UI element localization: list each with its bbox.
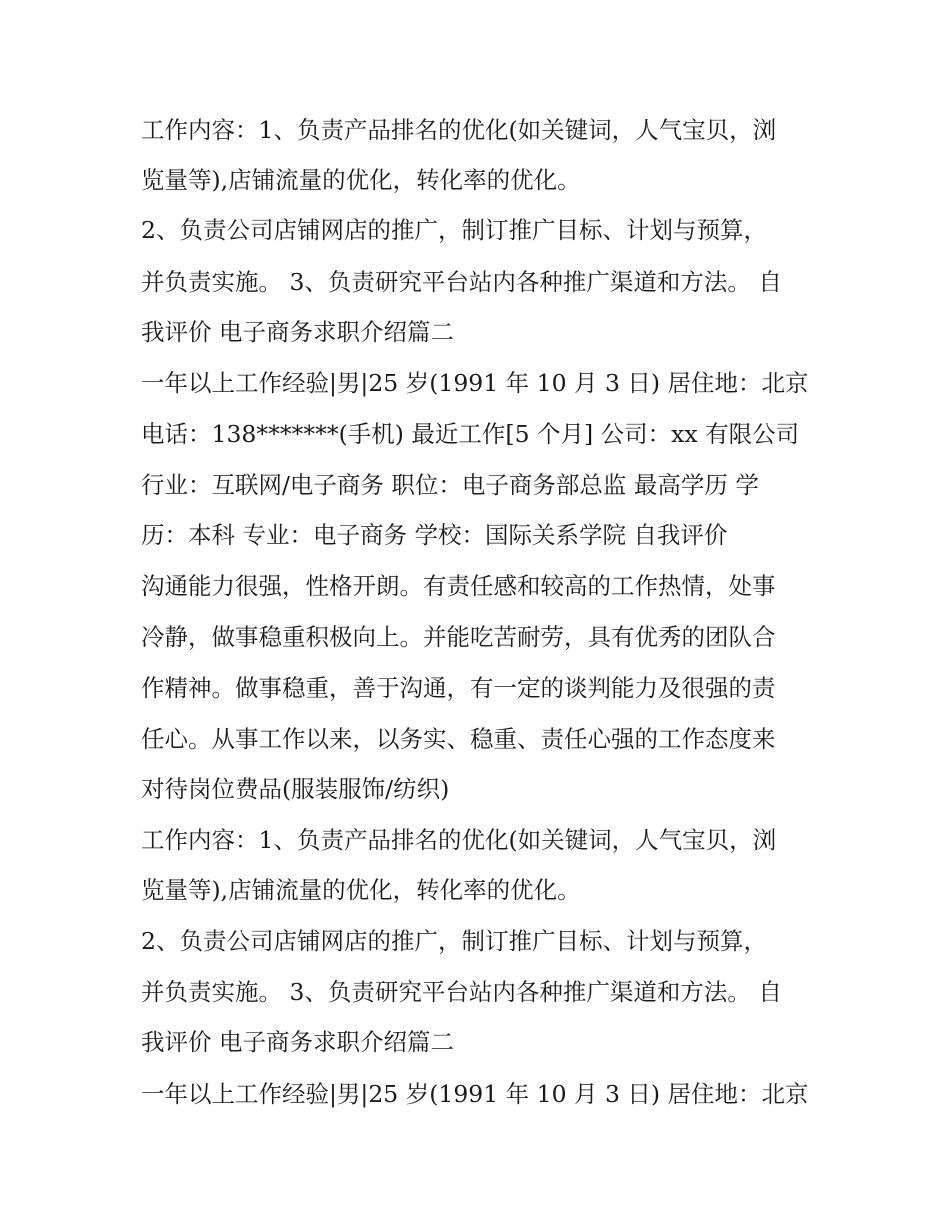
text-line: 冷静，做事稳重积极向上。并能吃苦耐劳，具有优秀的团队合 bbox=[141, 623, 776, 651]
text-line: 2、负责公司店铺网店的推广，制订推广目标、计划与预算， bbox=[141, 216, 767, 244]
text-line: 电话：138*******(手机) 最近工作[5 个月] 公司：xx 有限公司 bbox=[141, 420, 800, 448]
text-line: 沟通能力很强，性格开朗。有责任感和较高的工作热情，处事 bbox=[141, 572, 776, 600]
text-line: 一年以上工作经验|男|25 岁(1991 年 10 月 3 日) 居住地：北京 bbox=[141, 369, 809, 397]
text-line: 我评价 电子商务求职介绍篇二 bbox=[141, 1028, 454, 1056]
text-line: 工作内容：1、负责产品排名的优化(如关键词，人气宝贝，浏 bbox=[141, 826, 777, 854]
text-line: 任心。从事工作以来，以务实、稳重、责任心强的工作态度来 bbox=[141, 725, 776, 753]
text-line: 历：本科 专业：电子商务 学校：国际关系学院 自我评价 bbox=[141, 521, 728, 549]
text-line: 2、负责公司店铺网店的推广，制订推广目标、计划与预算， bbox=[141, 927, 767, 955]
text-line: 我评价 电子商务求职介绍篇二 bbox=[141, 318, 454, 346]
text-line: 览量等),店铺流量的优化，转化率的优化。 bbox=[141, 876, 581, 904]
text-line: 作精神。做事稳重，善于沟通，有一定的谈判能力及很强的责 bbox=[141, 674, 776, 702]
text-line: 一年以上工作经验|男|25 岁(1991 年 10 月 3 日) 居住地：北京 bbox=[141, 1080, 809, 1108]
text-line: 工作内容：1、负责产品排名的优化(如关键词，人气宝贝，浏 bbox=[141, 116, 777, 144]
text-line: 对待岗位费品(服装服饰/纺织) bbox=[141, 775, 450, 803]
text-line: 行业：互联网/电子商务 职位：电子商务部总监 最高学历 学 bbox=[141, 471, 759, 499]
text-line: 览量等),店铺流量的优化，转化率的优化。 bbox=[141, 166, 581, 194]
text-line: 并负责实施。 3、负责研究平台站内各种推广渠道和方法。 自 bbox=[141, 268, 782, 296]
text-line: 并负责实施。 3、负责研究平台站内各种推广渠道和方法。 自 bbox=[141, 978, 782, 1006]
